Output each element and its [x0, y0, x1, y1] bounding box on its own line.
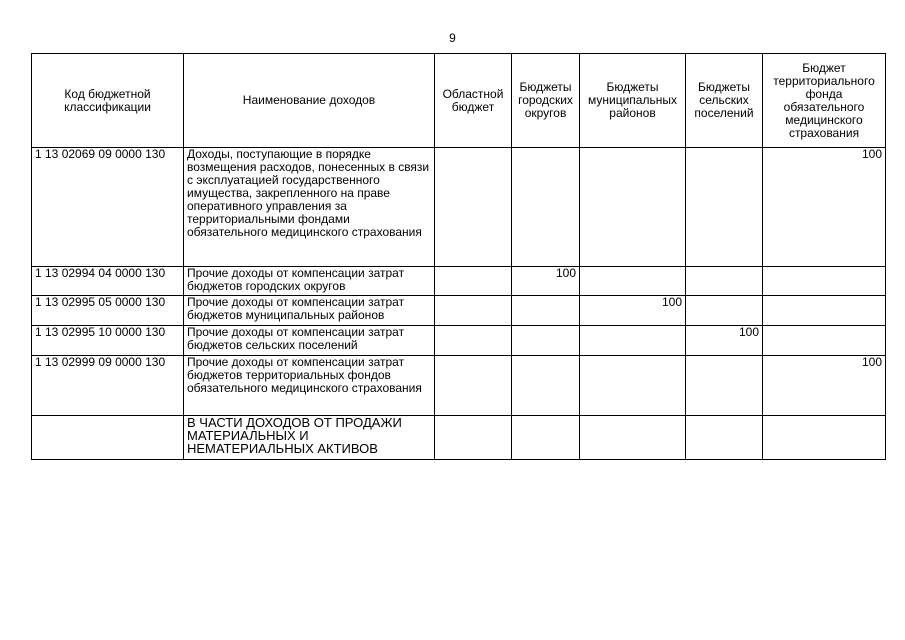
- table-row: [32, 326, 886, 356]
- row-municipal: [580, 356, 686, 416]
- row-regional: [435, 416, 512, 460]
- table-row: [32, 148, 886, 267]
- row-city: [512, 356, 580, 416]
- row-fund: [763, 326, 886, 356]
- table-row: [32, 296, 886, 326]
- header-name: Наименование доходов: [184, 54, 435, 148]
- row-name: Прочие доходы от компенсации затрат бюджетов территориальных фондов обязательного медицинского страхования: [184, 356, 435, 416]
- header-regional: Областной бюджет: [435, 54, 512, 148]
- row-name: Прочие доходы от компенсации затрат бюджетов городских округов: [184, 267, 435, 296]
- row-municipal: [580, 267, 686, 296]
- page-number: 9: [449, 31, 456, 45]
- row-fund: [763, 267, 886, 296]
- row-regional: [435, 296, 512, 326]
- section-heading: В ЧАСТИ ДОХОДОВ ОТ ПРОДАЖИ МАТЕРИАЛЬНЫХ И НЕМАТЕРИАЛЬНЫХ АКТИВОВ: [184, 416, 435, 460]
- header-rural: Бюджеты сельских поселений: [686, 54, 763, 148]
- row-code: 1 13 02995 05 0000 130: [32, 296, 184, 326]
- row-fund: [763, 416, 886, 460]
- row-rural: [686, 296, 763, 326]
- row-city: [512, 296, 580, 326]
- row-name: Прочие доходы от компенсации затрат бюджетов муниципальных районов: [184, 296, 435, 326]
- row-city: [512, 416, 580, 460]
- row-regional: [435, 356, 512, 416]
- row-code: 1 13 02069 09 0000 130: [32, 148, 184, 267]
- table-row: [32, 356, 886, 416]
- header-city: Бюджеты городских округов: [512, 54, 580, 148]
- row-city: [512, 148, 580, 267]
- table-row: [32, 416, 886, 460]
- row-name: Прочие доходы от компенсации затрат бюджетов сельских поселений: [184, 326, 435, 356]
- header-code: Код бюджетной классификации: [32, 54, 184, 148]
- header-fund: Бюджет территориального фонда обязательного медицинского страхования: [763, 54, 886, 148]
- row-rural: [686, 416, 763, 460]
- income-distribution-table: [31, 53, 886, 460]
- row-code: 1 13 02995 10 0000 130: [32, 326, 184, 356]
- row-municipal: [580, 148, 686, 267]
- row-city: [512, 326, 580, 356]
- row-rural: 100: [686, 326, 763, 356]
- row-fund: 100: [763, 356, 886, 416]
- header-municipal: Бюджеты муниципальных районов: [580, 54, 686, 148]
- table-header-row: [32, 54, 886, 148]
- row-rural: [686, 356, 763, 416]
- row-code: [32, 416, 184, 460]
- row-municipal: [580, 416, 686, 460]
- row-municipal: [580, 326, 686, 356]
- row-fund: [763, 296, 886, 326]
- row-rural: [686, 148, 763, 267]
- row-municipal: 100: [580, 296, 686, 326]
- row-regional: [435, 326, 512, 356]
- row-code: 1 13 02999 09 0000 130: [32, 356, 184, 416]
- row-fund: 100: [763, 148, 886, 267]
- row-regional: [435, 148, 512, 267]
- row-code: 1 13 02994 04 0000 130: [32, 267, 184, 296]
- row-city: 100: [512, 267, 580, 296]
- row-rural: [686, 267, 763, 296]
- table-row: [32, 267, 886, 296]
- row-regional: [435, 267, 512, 296]
- row-name: Доходы, поступающие в порядке возмещения расходов, понесенных в связи с эксплуатацией государственного имущества, закрепленного на праве оперативного управления за территориальными фондами обязательного медицинского страхования: [184, 148, 435, 267]
